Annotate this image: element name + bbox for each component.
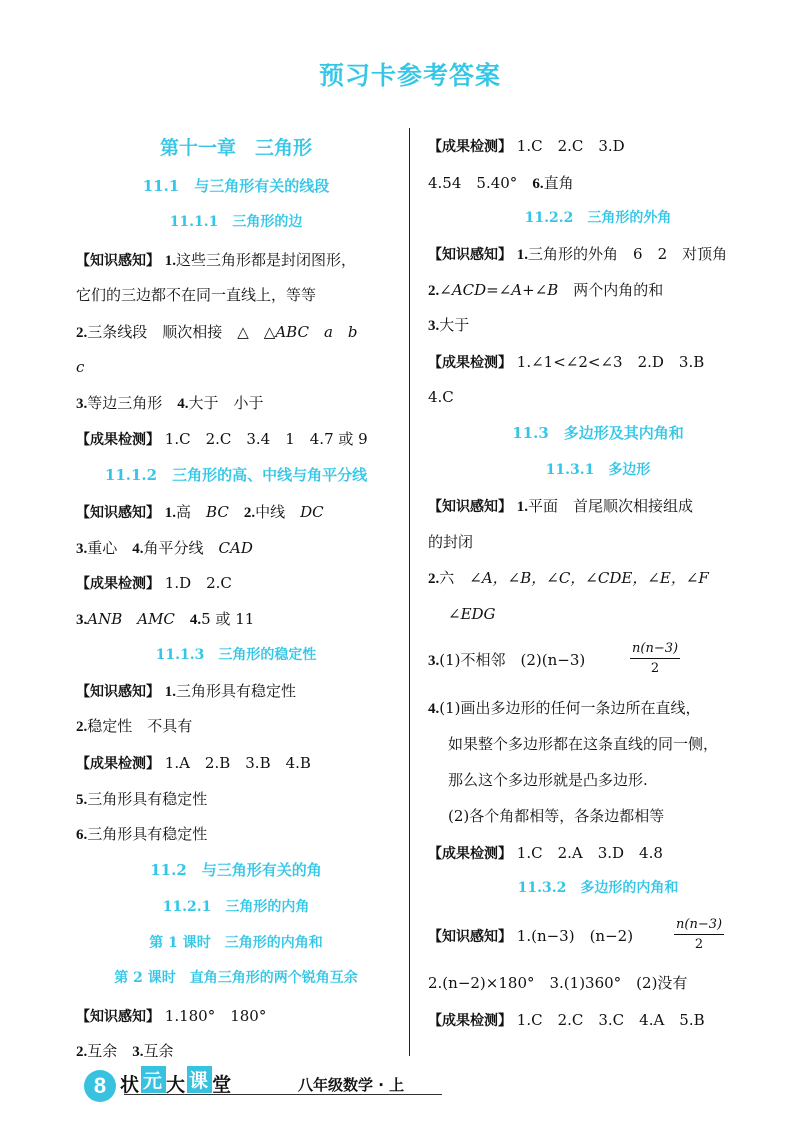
brand-logo: 状 元 大 课 堂 (120, 1070, 233, 1097)
section-11-1-3: 11.1.3 三角形的稳定性 (155, 647, 317, 663)
section-11-3-2: 11.3.2 多边形的内角和 (517, 880, 679, 896)
answer-line: 3.大于 (428, 316, 470, 334)
page-title: 预习卡参考答案 (318, 61, 501, 90)
lesson-2-heading: 第 2 课时 直角三角形的两个锐角互余 (114, 970, 358, 986)
book-title: 八年级数学 · 上 (298, 1076, 405, 1094)
fraction: $\frac{n(n-3)}{2}$ (632, 641, 679, 676)
section-11-1-2: 11.1.2 三角形的高、中线与角平分线 (104, 466, 368, 484)
answer-line: 3.等边三角形 4.大于 小于 (76, 394, 264, 412)
answer-line: 2.互余 3.互余 (76, 1042, 174, 1060)
answer-line: 4.(1)画出多边形的任何一条边所在直线， (428, 699, 701, 717)
answer-line: 2.∠ACD=∠A+∠B 两个内角的和 (428, 281, 664, 299)
answer-line: 【成果检测】 1.A 2.B 3.B 4.B (76, 754, 311, 772)
answer-line: 【知识感知】 1.高 BC 2.中线 DC (76, 503, 324, 521)
answer-line: 它们的三边都不在同一直线上，等等 (76, 286, 317, 304)
page-footer (84, 1064, 444, 1104)
answer-line: 【知识感知】 1.这些三角形都是封闭图形， (76, 251, 357, 269)
section-11-3-1: 11.3.1 多边形 (545, 462, 651, 478)
lesson-1-heading: 第 1 课时 三角形的内角和 (149, 935, 323, 951)
answer-line: 【成果检测】 1.D 2.C (76, 574, 232, 592)
section-11-3: 11.3 多边形及其内角和 (512, 424, 684, 442)
answer-line: 2.稳定性 不具有 (76, 717, 193, 735)
chapter-heading: 第十一章 三角形 (159, 137, 312, 159)
answer-line: 【知识感知】 1.平面 首尾顺次相接组成 (428, 497, 694, 515)
answer-line: 5.三角形具有稳定性 (76, 790, 208, 808)
answer-line: 【成果检测】 1.∠1<∠2<∠3 2.D 3.B (428, 353, 705, 371)
answer-line: ∠EDG (448, 605, 496, 623)
answer-line: 2.三条线段 顺次相接 △ △ABC a b (76, 323, 358, 341)
answer-line: 3.重心 4.角平分线 CAD (76, 539, 253, 557)
answer-line: 3.(1)不相邻 (2)(n−3) (428, 651, 586, 669)
page-number: 8 (84, 1070, 116, 1102)
section-11-1-1: 11.1.1 三角形的边 (169, 214, 303, 230)
column-divider (409, 128, 410, 1056)
answer-line: 3.ANB AMC 4.5 或 11 (76, 610, 255, 628)
answer-line: 2.六 ∠A，∠B，∠C，∠CDE，∠E，∠F (428, 569, 709, 587)
answer-line: 的封闭 (428, 533, 474, 551)
answer-line: 2.(n−2)×180° 3.(1)360° (2)没有 (428, 974, 688, 992)
section-11-2: 11.2 与三角形有关的角 (150, 861, 322, 879)
answer-line: c (76, 358, 85, 376)
tag-result: 【成果检测】 (76, 432, 160, 448)
answer-line: 4.54 5.40° 6.直角 (428, 174, 574, 192)
answer-line: 【知识感知】 1.(n−3) (n−2) (428, 927, 634, 945)
answer-line: 如果整个多边形都在这条直线的同一侧， (448, 735, 719, 753)
section-11-1: 11.1 与三角形有关的线段 (142, 177, 330, 195)
answer-line: 【成果检测】 1.C 2.A 3.D 4.8 (428, 844, 663, 862)
answer-line: 【成果检测】 1.C 2.C 3.4 1 4.7 或 9 (76, 430, 368, 448)
answer-line: (2)各个角都相等，各条边都相等 (448, 807, 665, 825)
section-11-2-1: 11.2.1 三角形的内角 (162, 899, 310, 915)
answer-line: 【成果检测】 1.C 2.C 3.D (428, 137, 625, 155)
answer-line: 【知识感知】 1.180° 180° (76, 1007, 267, 1025)
answer-line: 【知识感知】 1.三角形的外角 6 2 对顶角 (428, 245, 728, 263)
answer-line: 【知识感知】 1.三角形具有稳定性 (76, 682, 297, 700)
answer-line: 4.C (428, 388, 454, 406)
tag-knowledge: 【知识感知】 (76, 253, 160, 269)
section-11-2-2: 11.2.2 三角形的外角 (524, 210, 672, 226)
answer-line: 【成果检测】 1.C 2.C 3.C 4.A 5.B (428, 1011, 705, 1029)
answer-line: 那么这个多边形就是凸多边形. (448, 771, 648, 789)
footer-rule (124, 1094, 442, 1095)
fraction: $\frac{n(n-3)}{2}$ (676, 917, 723, 952)
answer-line: 6.三角形具有稳定性 (76, 825, 208, 843)
